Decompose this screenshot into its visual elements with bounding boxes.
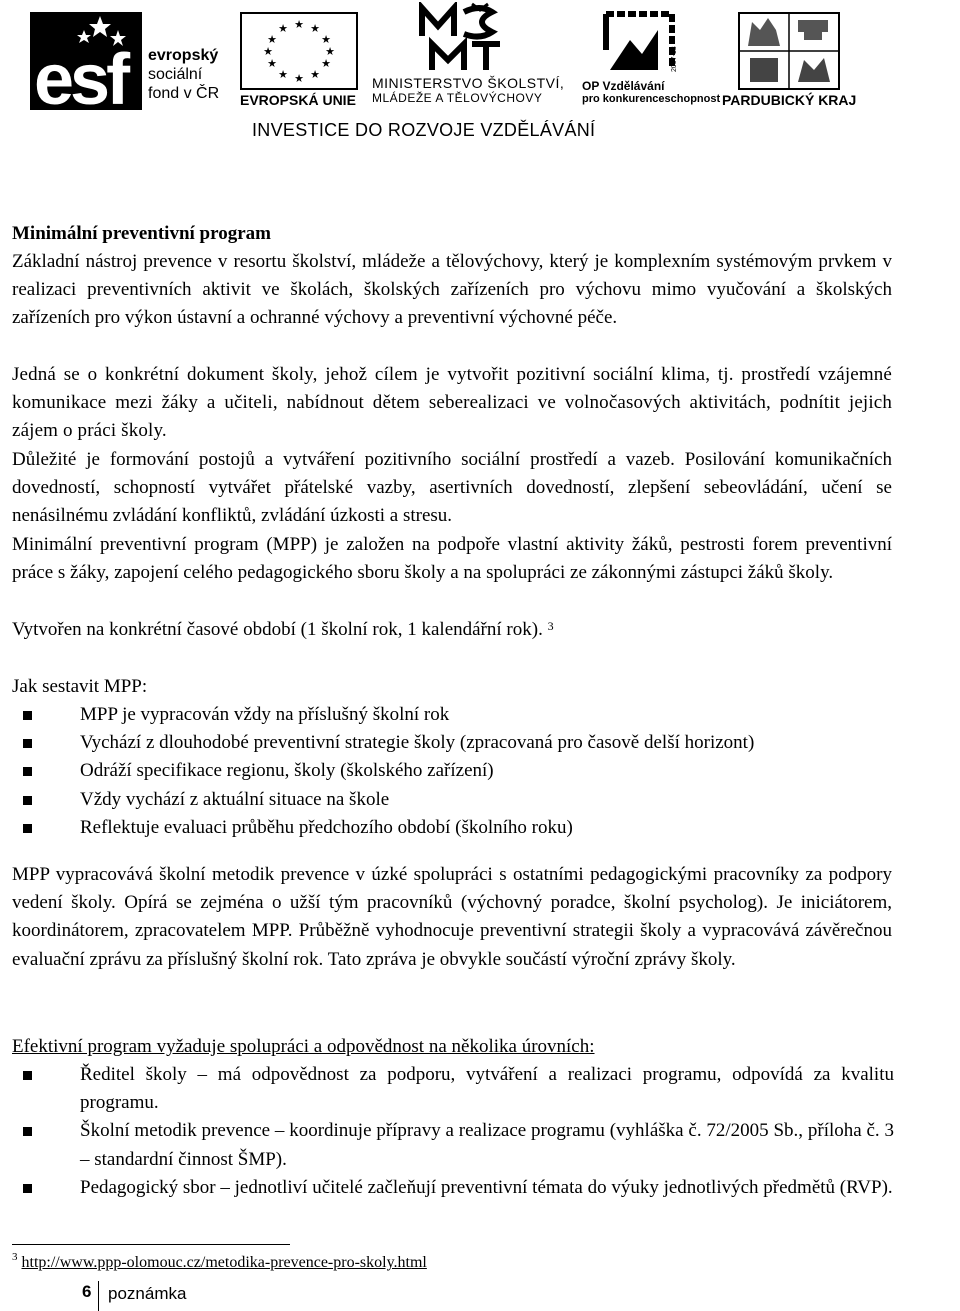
svg-text:2007-13: 2007-13: [671, 46, 678, 72]
msmt-label: [372, 76, 564, 106]
list-item: [12, 1061, 894, 1117]
paragraph-metodik: MPP vypracovává školní metodik prevence v úzké spolupráci s ostatními pedagogickými pracovníky za podpory vedení školy. Opírá se zejména o užší tým pracovníků (výchovný poradce, školní psycholog). Je iniciátorem, koordinátorem, zpracovatelem MPP. Průběžně vyhodnocuje preventivní strategii školy a vypracovává závěrečnou evaluační zprávu za příslušný školní rok. Tato zpráva je obvykle součástí výroční zprávy školy.: [12, 864, 892, 970]
svg-text:★: ★: [321, 33, 331, 46]
kraj-label: PARDUBICKÝ KRAJ: [722, 92, 857, 108]
op-line-1: OP Vzdělávání: [582, 79, 665, 93]
esf-line-1: evropský: [148, 47, 219, 64]
footnote: [12, 1251, 427, 1272]
list-item: [12, 786, 894, 814]
pardubice-crest-icon: [738, 12, 840, 90]
list-item-text: Ředitel školy – má odpovědnost za podporu, vytváření a realizaci programu, odpovídá za kvalitu programu.: [80, 1064, 894, 1114]
bullet-icon: [23, 824, 32, 833]
msmt-line-1: MINISTERSTVO ŠKOLSTVÍ,: [372, 75, 565, 91]
period-text: Vytvořen na konkrétní časové období (1 školní rok, 1 kalendářní rok).: [12, 619, 543, 640]
page-number-divider: [98, 1281, 99, 1311]
list-item-text: Reflektuje evaluaci průběhu předchozího období (školního roku): [80, 816, 573, 838]
svg-text:★: ★: [310, 68, 320, 81]
list-item-text: Pedagogický sbor – jednotliví učitelé začleňují preventivní témata do výuky jednotlivých předmětů (RVP).: [80, 1176, 893, 1198]
list-item-text: Odráží specifikace regionu, školy (školského zařízení): [80, 760, 494, 782]
paragraph-attitudes: Důležité je formování postojů a vytváření pozitivního sociální prostředí a vazeb. Posilování komunikačních dovedností, schopností vytvářet přátelské vazby, asertivních dovedností, zlepšení sebeovládání, učení se nenásilnému zvládání konfliktů, zvládání úzkosti a stresu.: [12, 449, 892, 527]
svg-text:★: ★: [321, 57, 331, 70]
msmt-logo: [402, 2, 512, 74]
svg-text:★: ★: [294, 18, 304, 31]
paragraph-period: [12, 616, 554, 644]
op-label: [582, 80, 720, 106]
footnote-link[interactable]: http://www.ppp-olomouc.cz/metodika-prevence-pro-skoly.html: [21, 1254, 427, 1271]
svg-text:★: ★: [278, 68, 288, 81]
logo-header: [0, 0, 960, 150]
bullet-icon: [23, 767, 32, 776]
list-item-text: Vychází z dlouhodobé preventivní strategie školy (zpracovaná pro časově delší horizont): [80, 732, 755, 754]
footnote-number: 3: [12, 1251, 18, 1263]
esf-line-2: sociální: [148, 66, 203, 83]
op-line-2: pro konkurenceschopnost: [582, 93, 721, 105]
list-item: [12, 701, 894, 729]
paragraph-document: Jedná se o konkrétní dokument školy, jehož cílem je vytvořit pozitivní sociální klima, tj. prostředí vzájemné komunikace mezi žáky a učiteli, nabídnout dětem seberealizaci ve volnočasových aktivitách, podnítit jejich zájem o práci školy.: [12, 364, 892, 442]
bullet-icon: [23, 1127, 32, 1136]
svg-text:★: ★: [278, 22, 288, 35]
footnote-divider: [12, 1244, 290, 1245]
footnote-ref: 3: [547, 619, 554, 633]
paragraph-definition: Základní nástroj prevence v resortu školství, mládeže a tělovýchovy, který je komplexním systémovým prvkem v realizaci preventivních aktivit ve školách, školských zařízeních pro výchovu mimo vyučování a školských zařízeních pro výkon ústavní a ochranné výchovy a preventivní výchovné péče.: [12, 251, 892, 329]
list-item-text: Školní metodik prevence – koordinuje přípravy a realizace programu (vyhláška č. 72/2005 Sb., příloha č. 3 – standardní činnost ŠMP).: [80, 1120, 894, 1170]
section-title-mpp: Minimální preventivní program: [12, 223, 271, 244]
how-list: [12, 701, 894, 842]
svg-text:★: ★: [310, 22, 320, 35]
bullet-icon: [23, 1071, 32, 1080]
investice-banner: INVESTICE DO ROZVOJE VZDĚLÁVÁNÍ: [252, 120, 596, 140]
section-title-how: Jak sestavit MPP:: [12, 676, 148, 697]
levels-list: [12, 1061, 894, 1202]
bullet-icon: [23, 739, 32, 748]
svg-text:★: ★: [263, 45, 273, 58]
bullet-icon: [23, 796, 32, 805]
esf-logo: [30, 12, 142, 110]
svg-text:★: ★: [294, 72, 304, 85]
svg-text:★: ★: [267, 33, 277, 46]
op-logo: [600, 10, 682, 80]
list-item: [12, 1117, 894, 1173]
list-item: [12, 1174, 894, 1202]
list-item-text: MPP je vypracován vždy na příslušný školní rok: [80, 704, 450, 725]
svg-text:esf: esf: [34, 40, 127, 110]
list-item: [12, 814, 894, 842]
bullet-icon: [23, 1184, 32, 1193]
page-note: poznámka: [108, 1284, 187, 1303]
msmt-line-2: MLÁDEŽE A TĚLOVÝCHOVY: [372, 91, 543, 105]
list-item: [12, 757, 894, 785]
eu-flag-icon: [240, 12, 358, 90]
section-title-levels: Efektivní program vyžaduje spolupráci a odpovědnost na několika úrovních:: [12, 1036, 595, 1057]
list-item-text: Vždy vychází z aktuální situace na škole: [80, 788, 390, 810]
eu-label: EVROPSKÁ UNIE: [240, 92, 356, 108]
list-item: [12, 729, 894, 757]
svg-text:★: ★: [325, 45, 335, 58]
bullet-icon: [23, 711, 32, 720]
esf-line-3: fond v ČR: [148, 85, 220, 102]
paragraph-mpp-basis: Minimální preventivní program (MPP) je založen na podpoře vlastní aktivity žáků, pestrosti forem preventivní práce s žáky, zapojení celého pedagogického sboru školy a na spolupráci ze zákonnými zástupci žáků školy.: [12, 534, 892, 584]
svg-text:★: ★: [267, 57, 277, 70]
page-number: 6: [82, 1282, 92, 1301]
